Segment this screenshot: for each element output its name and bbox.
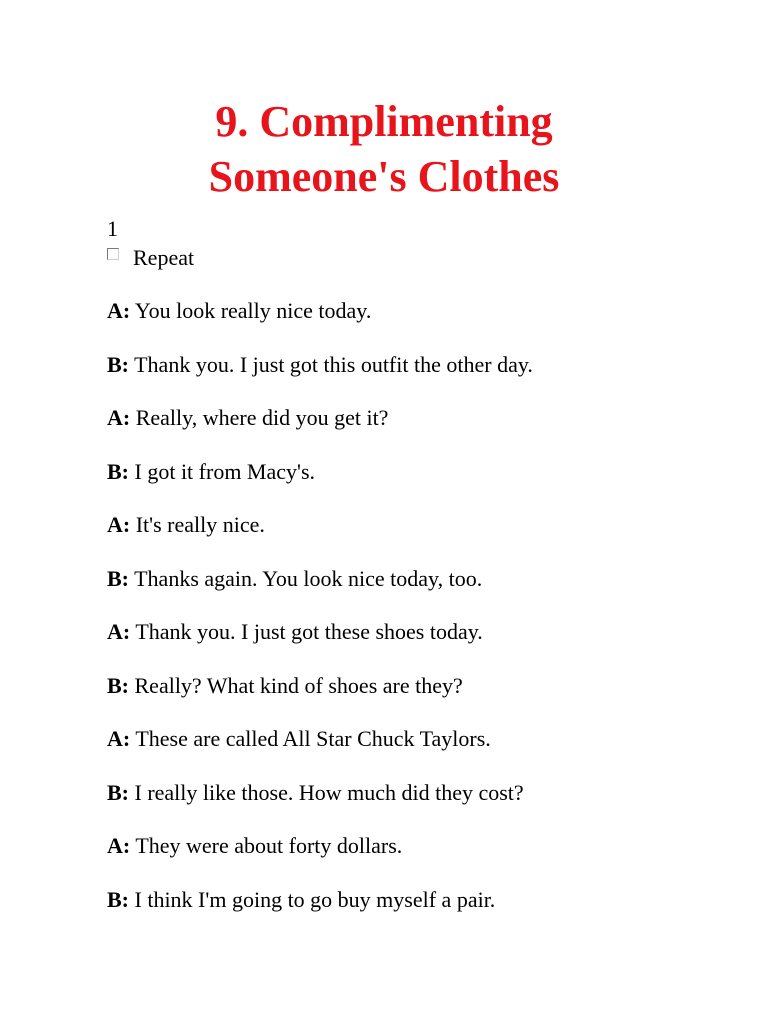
dialogue-line — [107, 459, 747, 485]
line-text: I got it from Macy's. — [134, 458, 316, 484]
line-text: Thank you. I just got this outfit the other day. — [134, 351, 533, 377]
dialogue-line — [107, 887, 747, 913]
line-text: Really? What kind of shoes are they? — [134, 672, 463, 698]
speaker-label: A: — [107, 726, 131, 751]
dialogue-line — [107, 619, 747, 645]
dialogue — [107, 298, 747, 940]
repeat-option[interactable] — [107, 245, 194, 271]
speaker-label: A: — [107, 833, 131, 858]
speaker-label: B: — [107, 565, 129, 591]
speaker-label: B: — [107, 886, 129, 912]
line-text: Thank you. I just got these shoes today. — [135, 619, 483, 644]
repeat-checkbox[interactable] — [107, 248, 119, 260]
dialogue-line — [107, 833, 747, 859]
dialogue-line — [107, 566, 747, 592]
line-text: Really, where did you get it? — [135, 405, 389, 430]
speaker-label: B: — [107, 672, 129, 698]
track-number: 1 — [107, 216, 118, 241]
dialogue-line — [107, 298, 747, 324]
dialogue-line — [107, 512, 747, 538]
speaker-label: A: — [107, 619, 131, 644]
page-title-line-1: 9. Complimenting — [215, 97, 553, 146]
page-title-line-2: Someone's Clothes — [208, 152, 560, 201]
line-text: These are called All Star Chuck Taylors. — [135, 726, 491, 751]
speaker-label: A: — [107, 298, 131, 323]
dialogue-line — [107, 352, 747, 378]
line-text: You look really nice today. — [134, 298, 372, 323]
dialogue-line — [107, 726, 747, 752]
speaker-label: B: — [107, 458, 129, 484]
dialogue-line — [107, 673, 747, 699]
speaker-label: A: — [107, 512, 131, 537]
line-text: They were about forty dollars. — [135, 833, 403, 858]
line-text: I think I'm going to go buy myself a pair. — [134, 886, 496, 912]
page-title — [0, 94, 768, 204]
dialogue-line — [107, 405, 747, 431]
repeat-label: Repeat — [133, 245, 195, 270]
speaker-label: B: — [107, 779, 129, 805]
line-text: Thanks again. You look nice today, too. — [134, 565, 483, 591]
line-text: I really like those. How much did they cost? — [134, 779, 524, 805]
line-text: It's really nice. — [135, 512, 265, 537]
speaker-label: B: — [107, 351, 129, 377]
dialogue-line — [107, 780, 747, 806]
speaker-label: A: — [107, 405, 131, 430]
